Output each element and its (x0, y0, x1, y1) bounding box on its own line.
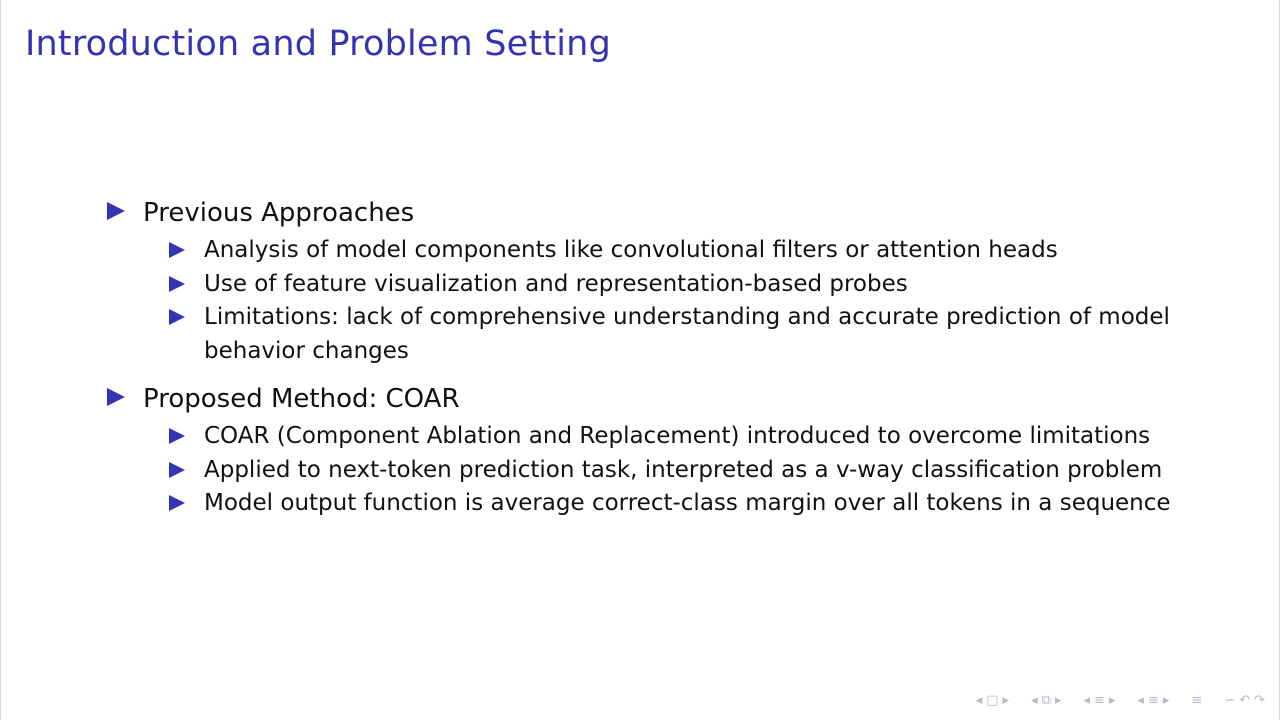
sub-bullet-text: Applied to next-token prediction task, interpreted as a v-way classification problem (204, 456, 1163, 483)
sub-bullet-triangle-icon (169, 242, 185, 258)
sub-bullet-coar-intro (143, 420, 1205, 454)
sub-bullet-triangle-icon (169, 495, 185, 511)
sub-bullet-output-function (143, 487, 1205, 521)
nav-prev-frame-icon[interactable]: ◂ (975, 693, 983, 708)
sub-bullet-text: COAR (Component Ablation and Replacement) introduced to overcome limitations (204, 423, 1151, 449)
nav-redo-icon[interactable]: ↷ (1254, 693, 1265, 708)
nav-document-icon[interactable]: ≡ (1147, 693, 1159, 708)
nav-frame-icon[interactable]: □ (986, 693, 999, 708)
sub-bullet-triangle-icon (169, 428, 185, 444)
sub-bullet-text: Analysis of model components like convolutional filters or attention heads (204, 237, 1058, 263)
sub-bullet-limitations (143, 301, 1205, 368)
sub-bullet-next-token (143, 454, 1205, 488)
sub-bullet-text: Limitations: lack of comprehensive understanding and accurate prediction of model (204, 304, 1170, 330)
bullet-triangle-icon (107, 388, 125, 406)
sub-bullet-triangle-icon (169, 309, 185, 325)
nav-undo-icon[interactable]: ↶ (1239, 693, 1251, 708)
nav-next-document-icon[interactable]: ▸ (1162, 693, 1170, 708)
nav-section-icon[interactable]: ≡ (1093, 693, 1105, 708)
sub-bullet-triangle-icon (169, 462, 185, 478)
bullet-label: Proposed Method: COAR (143, 384, 460, 414)
nav-next-subsection-icon[interactable]: ▸ (1054, 693, 1062, 708)
bullet-label: Previous Approaches (143, 198, 415, 228)
sub-bullet-text: Use of feature visualization and representation-based probes (204, 270, 908, 297)
nav-prev-subsection-icon[interactable]: ◂ (1031, 693, 1038, 708)
sub-bullet-feature-visualization (143, 268, 1205, 302)
nav-prev-document-icon[interactable]: ◂ (1137, 693, 1144, 708)
bullet-previous-approaches (105, 194, 1205, 368)
sub-bullet-triangle-icon (169, 276, 185, 292)
bullet-proposed-method (105, 380, 1205, 521)
sub-bullet-text-continuation: behavior changes (204, 337, 409, 364)
sub-bullet-analysis (143, 234, 1205, 268)
bullet-triangle-icon (107, 202, 125, 220)
nav-prev-section-icon[interactable]: ◂ (1083, 693, 1090, 708)
sub-bullet-list (143, 234, 1205, 368)
sub-bullet-list (143, 420, 1205, 521)
beamer-navigation-bar (976, 694, 1265, 708)
sub-bullet-text: Model output function is average correct-class margin over all tokens in a sequence (204, 490, 1171, 516)
nav-align-icon[interactable]: ≡ (1191, 693, 1203, 708)
nav-search-icon[interactable]: ∽ (1224, 693, 1236, 708)
bullet-list (105, 194, 1205, 521)
slide-title: Introduction and Problem Setting (25, 24, 611, 64)
nav-next-frame-icon[interactable]: ▸ (1002, 693, 1010, 708)
nav-next-section-icon[interactable]: ▸ (1108, 693, 1116, 708)
nav-subsection-icon[interactable]: ⧉ (1041, 693, 1051, 708)
